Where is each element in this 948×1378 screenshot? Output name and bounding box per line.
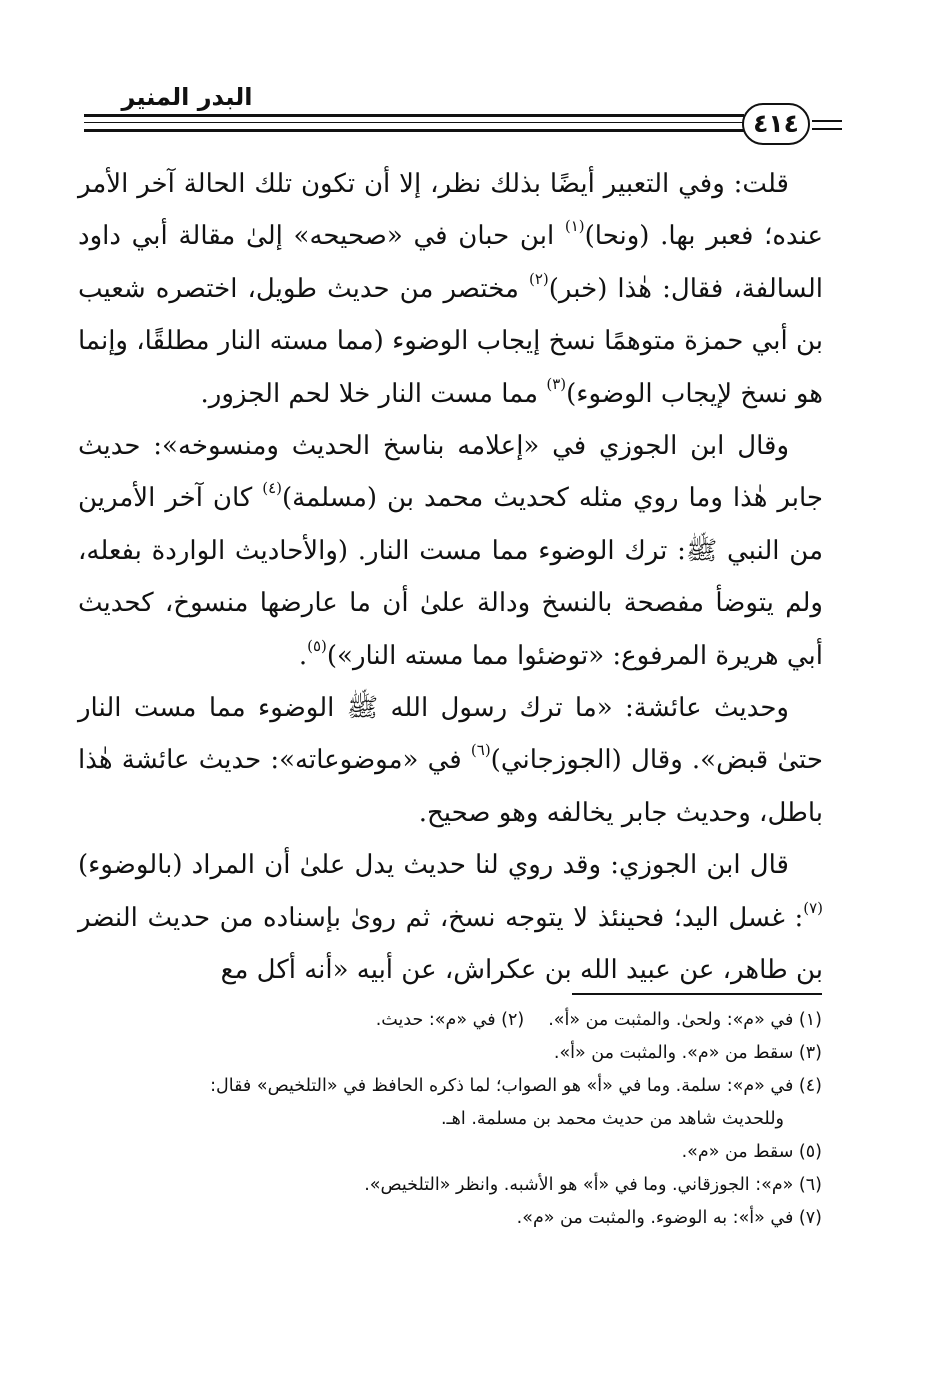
footnote-2: (٢) في «م»: حديث.: [375, 1010, 525, 1030]
footnote-7: (٧) في «أ»: به الوضوء. والمثبت من «م».: [516, 1208, 822, 1228]
footnote-line: [90, 1004, 822, 1037]
footnote-4-continued: وللحديث شاهد من حديث محمد بن مسلمة. اهـ.: [440, 1109, 784, 1129]
header-rule-bottom: [84, 129, 744, 132]
header-rule-top: [84, 114, 744, 117]
text-run: وقال ابن الجوزي في «إعلامه بناسخ الحديث ومنسوخه»: حديث جابر هٰذا وما روي مثله كحديث محمد بن (مسلمة): [78, 431, 823, 514]
text-run: وحديث عائشة: «ما ترك رسول الله ﷺ الوضوء مما مست النار حتىٰ قبض». وقال (الجوزجاني): [78, 693, 823, 776]
text-run: كان آخر الأمرين من النبي ﷺ: ترك الوضوء مما مست النار. (والأحاديث الواردة بفعله، ولم يتوضأ مفصحة بالنسخ ودالة علىٰ أن ما عارضها منسوخ، كحديث أبي هريرة المرفوع: «توضئوا مما مسته النار»): [78, 483, 823, 671]
footnote-5: (٥) سقط من «م».: [681, 1142, 822, 1162]
footnote-ref-7: (٧): [803, 898, 823, 917]
page-number-rule-top: [812, 120, 842, 122]
text-run: قلت: وفي التعبير أيضًا بذلك نظر، إلا أن تكون تلك الحالة آخر الأمر عنده؛ فعبر بها. (ونحا): [78, 169, 824, 252]
paragraph-4: [78, 839, 823, 996]
text-run: في «موضوعاته»: حديث عائشة هٰذا باطل، وحديث جابر يخالفه وهو صحيح.: [78, 745, 823, 828]
footnote-ref-5: (٥): [307, 636, 327, 655]
footnote-ref-3: (٣): [546, 374, 567, 393]
text-run: : غسل اليد؛ فحينئذ لا يتوجه نسخ، ثم روىٰ بإسناده من حديث النضر بن طاهر، عن عبيد الله بن عكراش، عن أبيه «أنه أكل مع: [78, 902, 823, 986]
footnote-ref-1: (١): [564, 217, 585, 236]
paragraph-1: [78, 158, 823, 420]
text-run: ابن حبان في «صحيحه» إلىٰ مقالة أبي داود السالفة، فقال: هٰذا (خبر): [78, 221, 824, 304]
footnote-6: (٦) «م»: الجوزقاني. وما في «أ» هو الأشبه. وانظر «التلخيص».: [364, 1175, 822, 1195]
footnote-1: (١) في «م»: ولحىٰ. والمثبت من «أ».: [548, 1010, 822, 1030]
footnote-ref-2: (٢): [529, 269, 549, 288]
main-text: [78, 158, 824, 986]
page-number-badge: ٤١٤: [742, 103, 810, 145]
text-run: .: [298, 640, 308, 671]
header-rule-middle: [84, 122, 744, 123]
text-run: قال ابن الجوزي: وقد روي لنا حديث يدل علىٰ أن المراد (بالوضوء): [78, 850, 789, 881]
running-header-title: البدر المنير: [121, 83, 253, 111]
footnote-ref-4: (٤): [262, 479, 283, 498]
footnote-ref-6: (٦): [470, 741, 491, 760]
paragraph-3: [78, 682, 823, 839]
text-run: مما مست النار خلا لحم الجزور.: [200, 378, 547, 409]
footnote-separator: [572, 993, 822, 995]
page-number-rule-bottom: [812, 128, 842, 130]
paragraph-2: [78, 420, 823, 682]
footnote-3: (٣) سقط من «م». والمثبت من «أ».: [553, 1043, 822, 1063]
footnote-4: (٤) في «م»: سلمة. وما في «أ» هو الصواب؛ لما ذكره الحافظ في «التلخيص» فقال:: [210, 1076, 822, 1096]
footnotes: [90, 1004, 822, 1235]
text-run: مختصر من حديث طويل، اختصره شعيب بن أبي حمزة متوهمًا نسخ إيجاب الوضوء (مما مسته النار مطلقًا، وإنما هو نسخ لإيجاب الوضوء): [78, 273, 823, 409]
